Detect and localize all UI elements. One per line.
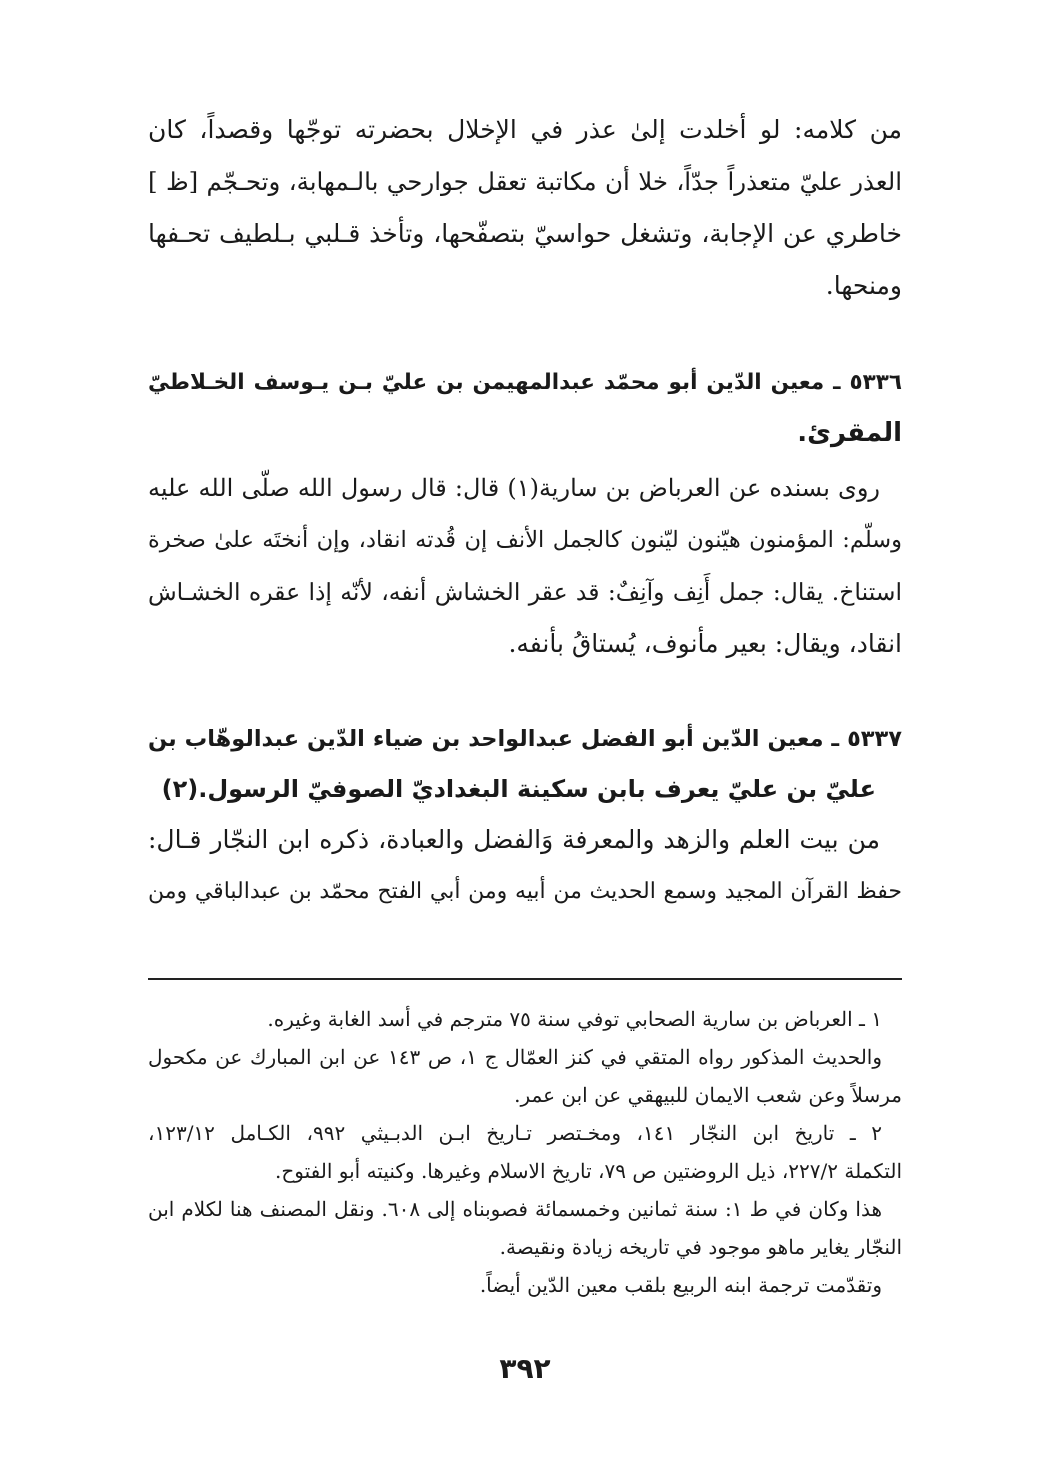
page-number: ٣٩٢	[499, 1352, 551, 1385]
footnote-line: وتقدّمت ترجمة ابنه الربيع بلقب معين الدّين أيضاً.	[479, 1273, 882, 1297]
heading-line: ٥٣٣٧ ـ معين الدّين أبو الفضل عبدالواحد بن ضياء الدّين عبدالوهّاب بن	[148, 726, 902, 752]
footnote-divider	[148, 978, 902, 980]
page-body	[148, 104, 902, 918]
heading-line: عليّ بن عليّ يعرف بابن سكينة البغداديّ الصوفيّ الرسول.(٢)	[161, 775, 876, 803]
text-line: من كلامه: لو أخلدت إلىٰ عذر في الإخلال بحضرته توجّها وقصداً، كان	[148, 115, 902, 144]
footnote-line: ٢ ـ تاريخ ابن النجّار ١٤١، ومخـتصر تـاريخ ابـن الدبـيثي ٩٩٢، الكـامل ١٢٣/١٢،	[148, 1121, 882, 1145]
text-line: خاطري عن الإجابة، وتشغل حواسيّ بتصفّحها، وتأخذ قـلبي بـلطيف تحـفها	[148, 219, 902, 248]
intro-paragraph	[148, 104, 902, 312]
entry-5337-heading	[148, 714, 902, 814]
text-line: روى بسنده عن العرباض بن سارية(١) قال: قال رسول الله صلّى الله عليه	[148, 474, 880, 502]
text-line: العذر عليّ متعذراً جدّاً، خلا أن مكاتبة تعقل جوارحي بالـمهابة، وتحـجّم [ظ ]	[148, 167, 902, 196]
heading-line: ٥٣٣٦ ـ معين الدّين أبو محمّد عبدالمهيمن بن عليّ بـن يـوسف الخـلاطيّ	[148, 370, 902, 395]
footnote-line: مرسلاً وعن شعب الايمان للبيهقي عن ابن عمر.	[514, 1083, 902, 1107]
footnote	[148, 1114, 902, 1190]
entry-5336-body	[148, 462, 902, 670]
text-line: وسلّم: المؤمنون هيّنون ليّنون كالجمل الأنف إن قُدته انقاد، وإن أنختَه علىٰ صخرة	[148, 527, 902, 553]
footnote-line: النجّار يغاير ماهو موجود في تاريخه زيادة ونقيصة.	[499, 1235, 902, 1259]
text-line: انقاد، ويقال: بعير مأنوف، يُستاقُ بأنفه.	[508, 629, 902, 658]
footnote	[148, 1038, 902, 1114]
text-line: من بيت العلم والزهد والمعرفة وَالفضل والعبادة، ذكره ابن النجّار قـال:	[148, 825, 880, 854]
text-line: ومنحها.	[825, 271, 902, 300]
text-line: استناخ. يقال: جمل أَنِف وآنِفٌ: قد عقر الخشاش أنفه، لأنّه إذا عقره الخشـاش	[148, 578, 902, 606]
footnote-line: التكملة ٢٢٧/٢، ذيل الروضتين ص ٧٩، تاريخ الاسلام وغيرها. وكنيته أبو الفتوح.	[275, 1159, 902, 1183]
footnotes	[148, 1000, 902, 1304]
footnote-line: هذا وكان في ط ١: سنة ثمانين وخمسمائة فصوبناه إلى ٦٠٨. ونقل المصنف هنا لكلام ابن	[148, 1197, 883, 1221]
footnote	[148, 1000, 902, 1038]
footnote	[148, 1190, 902, 1266]
text-line: حفظ القرآن المجيد وسمع الحديث من أبيه ومن أبي الفتح محمّد بن عبدالباقي ومن	[148, 879, 902, 904]
footnote-line: ١ ـ العرباض بن سارية الصحابي توفي سنة ٧٥ مترجم في أسد الغابة وغيره.	[267, 1007, 882, 1031]
entry-5336-heading	[148, 358, 902, 458]
heading-line: المقرئ.	[797, 418, 902, 448]
footnote	[148, 1266, 902, 1304]
entry-5337-body	[148, 814, 902, 918]
footnote-line: والحديث المذكور رواه المتقي في كنز العمّال ج ١، ص ١٤٣ عن ابن المبارك عن مكحول	[148, 1045, 883, 1069]
